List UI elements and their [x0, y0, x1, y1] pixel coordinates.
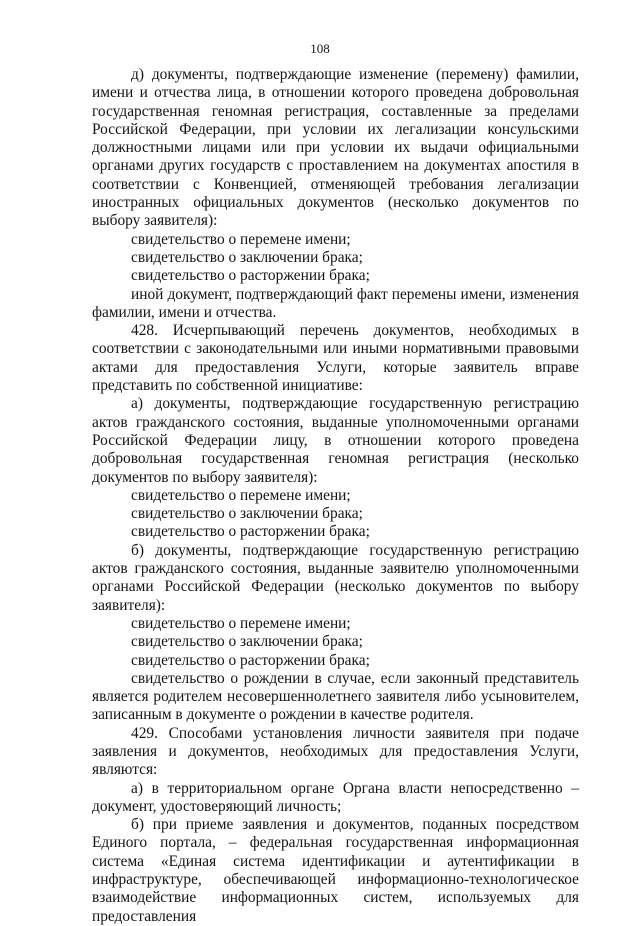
- paragraph-item-a-identity: а) в территориальном органе Органа власти непосредственно – документ, удостоверяющий личность;: [92, 779, 579, 815]
- list-item: свидетельство о перемене имени;: [131, 230, 351, 248]
- list-item: свидетельство о расторжении брака;: [131, 651, 370, 669]
- list-item: свидетельство о перемене имени;: [131, 614, 351, 632]
- page-number: 108: [310, 41, 330, 56]
- list-item: иной документ, подтверждающий факт перемены имени, изменения фамилии, имени и отчества.: [92, 285, 579, 321]
- paragraph-item-b-documents: б) документы, подтверждающие государственную регистрацию актов гражданского состояния, выданные заявителю уполномоченными органами Российской Федерации (несколько документов по выбору заявителя):: [92, 541, 579, 614]
- list-item: свидетельство о заключении брака;: [131, 633, 363, 651]
- list-item: свидетельство о заключении брака;: [131, 248, 363, 266]
- list-item: свидетельство о перемене имени;: [131, 486, 351, 504]
- list-item: свидетельство о рождении в случае, если законный представитель является родителем несовершеннолетнего заявителя либо усыновителем, записанным в документе о рождении в качестве родителя.: [92, 669, 579, 724]
- paragraph-item-b-identity: б) при приеме заявления и документов, поданных посредством Единого портала, – федеральная государственная информационная система «Единая система идентификации и аутентификации в инфраструктуре, обеспечивающей информационно-технологическое взаимодействие информационных систем, используемых для предоставления: [92, 816, 579, 925]
- paragraph-item-d-documents: д) документы, подтверждающие изменение (перемену) фамилии, имени и отчества лица, в отношении которого проведена добровольная государственная геномная регистрация, составленные за пределами Российской Федерации, при условии их легализации консульскими должностными лицами или при условии их выдачи официальными органами других государств с проставлением на документах апостиля в соответствии с Конвенцией, отменяющей требования легализации иностранных официальных документов (несколько документов по выбору заявителя):: [92, 66, 579, 230]
- list-item: свидетельство о расторжении брака;: [131, 267, 370, 285]
- paragraph-428: 428. Исчерпывающий перечень документов, необходимых в соответствии с законодательными или иными нормативными правовыми актами для предоставления Услуги, которые заявитель вправе представить по собственной инициативе:: [92, 322, 579, 395]
- paragraph-429: 429. Способами установления личности заявителя при подаче заявления и документов, необходимых для предоставления Услуги, являются:: [92, 724, 579, 779]
- list-item: свидетельство о расторжении брака;: [131, 523, 370, 541]
- paragraph-item-a-documents: а) документы, подтверждающие государственную регистрацию актов гражданского состояния, выданные уполномоченными органами Российской Федерации лицу, в отношении которого проведена добровольная государственная геномная регистрация (несколько документов по выбору заявителя):: [92, 395, 579, 486]
- list-item: свидетельство о заключении брака;: [131, 505, 363, 523]
- document-body: [92, 66, 579, 926]
